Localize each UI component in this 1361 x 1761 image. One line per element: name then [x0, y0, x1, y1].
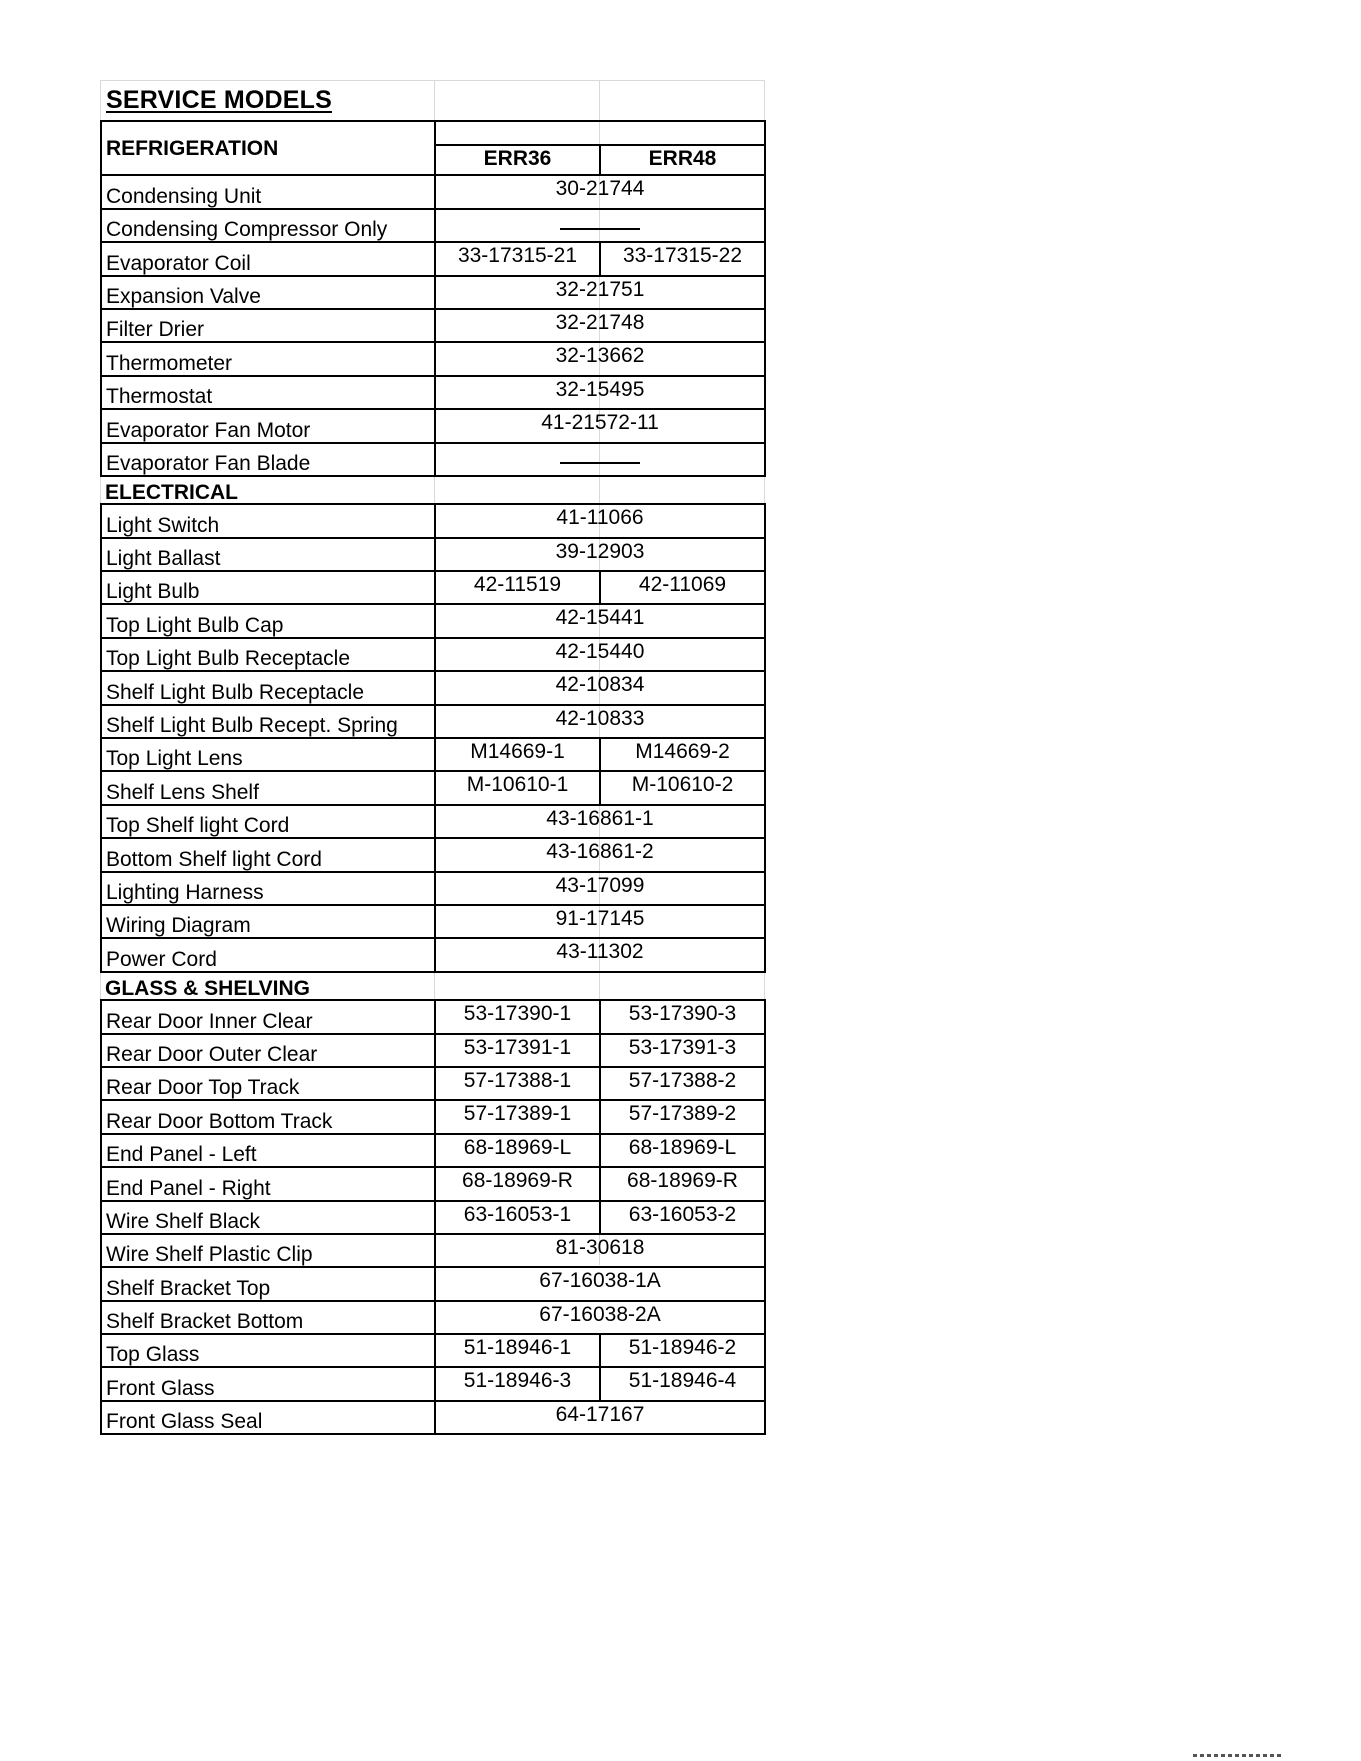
part-row	[101, 409, 765, 442]
part-label: Top Glass	[101, 1334, 435, 1367]
part-number-shared: 67-16038-2A	[435, 1301, 765, 1334]
part-number-shared: 32-15495	[435, 376, 765, 409]
section-header-refrigeration: REFRIGERATION	[101, 121, 435, 175]
part-number-err48: 51-18946-2	[600, 1334, 765, 1367]
part-label: Light Switch	[101, 504, 435, 537]
part-label: Shelf Bracket Top	[101, 1267, 435, 1300]
part-row	[101, 604, 765, 637]
part-row	[101, 1100, 765, 1133]
part-label: Lighting Harness	[101, 872, 435, 905]
part-label: Condensing Compressor Only	[101, 209, 435, 242]
part-row	[101, 1301, 765, 1334]
part-row	[101, 276, 765, 309]
part-number-shared: 32-13662	[435, 342, 765, 375]
part-row	[101, 805, 765, 838]
part-label: Light Ballast	[101, 538, 435, 571]
part-number-err48: 53-17390-3	[600, 1000, 765, 1033]
part-label: Thermostat	[101, 376, 435, 409]
header-blank-cell	[435, 121, 765, 145]
part-number-err36: 33-17315-21	[435, 242, 600, 275]
part-number-shared: 81-30618	[435, 1234, 765, 1267]
part-number-err48: 51-18946-4	[600, 1367, 765, 1400]
part-label: Filter Drier	[101, 309, 435, 342]
part-label: End Panel - Left	[101, 1134, 435, 1167]
part-label: Shelf Light Bulb Recept. Spring	[101, 705, 435, 738]
part-label: Rear Door Bottom Track	[101, 1100, 435, 1133]
part-label: Light Bulb	[101, 571, 435, 604]
part-row	[101, 905, 765, 938]
part-number-unavailable	[435, 443, 765, 476]
part-row	[101, 571, 765, 604]
part-number-shared: 42-15440	[435, 638, 765, 671]
part-row	[101, 209, 765, 242]
part-number-err36: M14669-1	[435, 738, 600, 771]
part-number-shared: 91-17145	[435, 905, 765, 938]
part-number-err36: 63-16053-1	[435, 1201, 600, 1234]
part-number-shared: 43-16861-1	[435, 805, 765, 838]
part-label: Front Glass	[101, 1367, 435, 1400]
model-err48: ERR48	[600, 145, 765, 175]
model-err36: ERR36	[435, 145, 600, 175]
part-row	[101, 1067, 765, 1100]
part-number-shared: 64-17167	[435, 1401, 765, 1434]
part-row	[101, 443, 765, 476]
part-number-err48: 68-18969-R	[600, 1167, 765, 1200]
part-number-err36: M-10610-1	[435, 771, 600, 804]
part-number-err36: 53-17390-1	[435, 1000, 600, 1033]
part-row	[101, 738, 765, 771]
part-label: Shelf Light Bulb Receptacle	[101, 671, 435, 704]
part-row	[101, 175, 765, 208]
part-row	[101, 771, 765, 804]
part-number-shared: 42-10833	[435, 705, 765, 738]
part-label: Rear Door Outer Clear	[101, 1034, 435, 1067]
part-number-err36: 68-18969-R	[435, 1167, 600, 1200]
part-row	[101, 872, 765, 905]
part-label: Shelf Lens Shelf	[101, 771, 435, 804]
footer-mark	[1193, 1754, 1283, 1757]
part-number-shared: 42-10834	[435, 671, 765, 704]
header-row	[101, 121, 765, 145]
part-row	[101, 1367, 765, 1400]
part-row	[101, 342, 765, 375]
part-number-err48: 33-17315-22	[600, 242, 765, 275]
part-label: End Panel - Right	[101, 1167, 435, 1200]
part-number-err48: M-10610-2	[600, 771, 765, 804]
part-number-shared: 32-21748	[435, 309, 765, 342]
section-blank-cell	[435, 476, 765, 504]
part-row	[101, 242, 765, 275]
part-label: Thermometer	[101, 342, 435, 375]
blank-dash	[560, 212, 640, 230]
part-label: Condensing Unit	[101, 175, 435, 208]
part-number-err36: 53-17391-1	[435, 1034, 600, 1067]
part-number-shared: 43-11302	[435, 938, 765, 971]
page-title: SERVICE MODELS	[106, 86, 332, 114]
part-number-shared: 41-21572-11	[435, 409, 765, 442]
part-row	[101, 1167, 765, 1200]
part-number-shared: 67-16038-1A	[435, 1267, 765, 1300]
part-label: Top Light Bulb Cap	[101, 604, 435, 637]
part-row	[101, 638, 765, 671]
part-label: Evaporator Fan Motor	[101, 409, 435, 442]
part-label: Top Shelf light Cord	[101, 805, 435, 838]
part-number-err48: 57-17389-2	[600, 1100, 765, 1133]
section-row	[101, 972, 765, 1000]
part-number-err36: 51-18946-1	[435, 1334, 600, 1367]
part-label: Evaporator Fan Blade	[101, 443, 435, 476]
part-number-shared: 32-21751	[435, 276, 765, 309]
part-row	[101, 1334, 765, 1367]
part-row	[101, 1034, 765, 1067]
part-number-shared: 43-17099	[435, 872, 765, 905]
section-row	[101, 476, 765, 504]
part-label: Evaporator Coil	[101, 242, 435, 275]
parts-table-body	[101, 121, 765, 1434]
part-label: Power Cord	[101, 938, 435, 971]
part-row	[101, 376, 765, 409]
part-row	[101, 671, 765, 704]
part-row	[101, 1134, 765, 1167]
part-label: Front Glass Seal	[101, 1401, 435, 1434]
part-label: Top Light Lens	[101, 738, 435, 771]
part-row	[101, 1401, 765, 1434]
part-number-err48: 57-17388-2	[600, 1067, 765, 1100]
part-number-shared: 42-15441	[435, 604, 765, 637]
parts-table	[100, 120, 766, 1435]
part-number-err48: 63-16053-2	[600, 1201, 765, 1234]
part-label: Top Light Bulb Receptacle	[101, 638, 435, 671]
part-row	[101, 938, 765, 971]
part-label: Rear Door Inner Clear	[101, 1000, 435, 1033]
part-row	[101, 705, 765, 738]
part-label: Wire Shelf Black	[101, 1201, 435, 1234]
section-header-electrical: ELECTRICAL	[105, 481, 238, 505]
part-number-err48: 53-17391-3	[600, 1034, 765, 1067]
part-label: Rear Door Top Track	[101, 1067, 435, 1100]
part-row	[101, 504, 765, 537]
part-number-err36: 68-18969-L	[435, 1134, 600, 1167]
part-number-err36: 51-18946-3	[435, 1367, 600, 1400]
section-header-glass-shelving: GLASS & SHELVING	[105, 977, 310, 1001]
part-row	[101, 838, 765, 871]
part-number-unavailable	[435, 209, 765, 242]
part-number-shared: 30-21744	[435, 175, 765, 208]
part-number-shared: 39-12903	[435, 538, 765, 571]
section-blank-cell	[435, 972, 765, 1000]
grid-line	[100, 80, 765, 81]
part-number-shared: 43-16861-2	[435, 838, 765, 871]
part-number-err36: 57-17389-1	[435, 1100, 600, 1133]
part-label: Shelf Bracket Bottom	[101, 1301, 435, 1334]
part-label: Wiring Diagram	[101, 905, 435, 938]
part-number-err48: 68-18969-L	[600, 1134, 765, 1167]
part-number-err48: 42-11069	[600, 571, 765, 604]
part-row	[101, 309, 765, 342]
part-row	[101, 1000, 765, 1033]
blank-dash	[560, 446, 640, 464]
part-label: Bottom Shelf light Cord	[101, 838, 435, 871]
part-row	[101, 1234, 765, 1267]
part-row	[101, 1201, 765, 1234]
part-label: Expansion Valve	[101, 276, 435, 309]
part-number-err36: 42-11519	[435, 571, 600, 604]
part-number-err48: M14669-2	[600, 738, 765, 771]
part-label: Wire Shelf Plastic Clip	[101, 1234, 435, 1267]
part-row	[101, 1267, 765, 1300]
part-row	[101, 538, 765, 571]
part-number-err36: 57-17388-1	[435, 1067, 600, 1100]
part-number-shared: 41-11066	[435, 504, 765, 537]
